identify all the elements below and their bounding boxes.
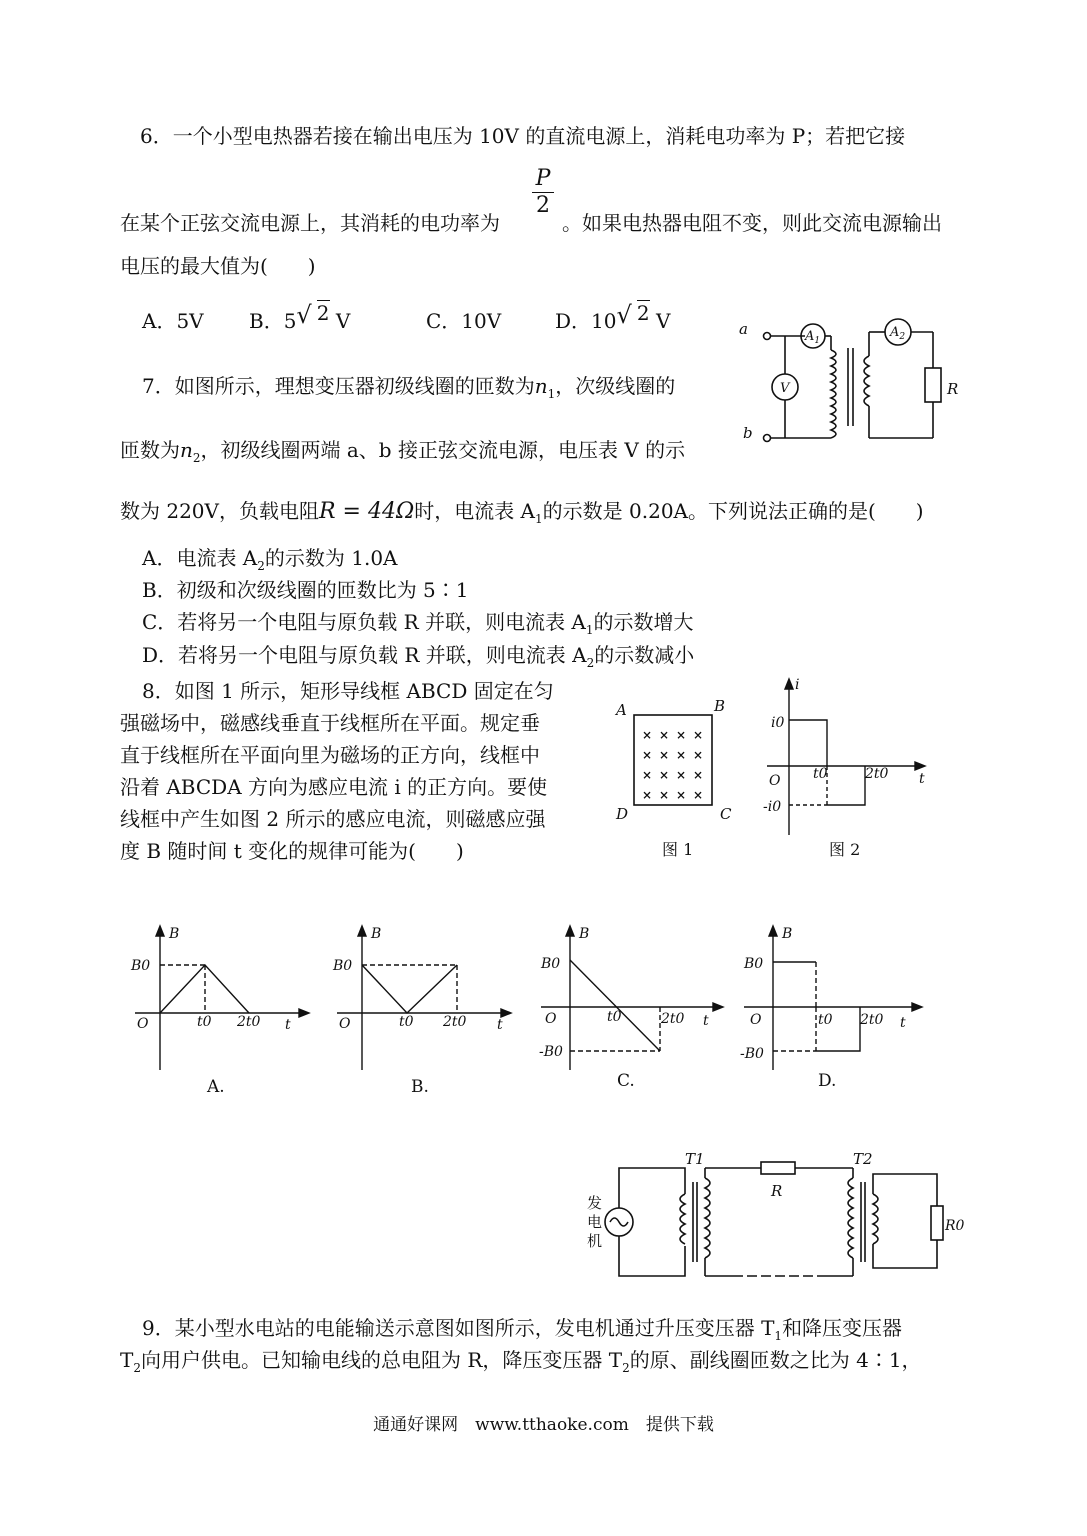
- corner-c-label: C: [720, 805, 732, 823]
- option-b-label: B.: [411, 1077, 429, 1097]
- b0-label: B0: [541, 956, 561, 972]
- 2t0-label: 2t0: [661, 1011, 685, 1027]
- voltmeter-label: V: [780, 381, 790, 396]
- field-cross-mark: ×: [642, 788, 653, 802]
- q9-line1: 9．某小型水电站的电能输送示意图如图所示，发电机通过升压变压器 $T_1$和降压变压器: [142, 1316, 903, 1343]
- field-cross-mark: ×: [693, 768, 704, 782]
- page-footer: 通通好课网 www.tthaoke.com 提供下载: [373, 1415, 714, 1435]
- q7-line3: 数为 220V，负载电阻R = 44Ω时，电流表 $A_1$的示数是 0.20A。下列说法正确的是( ): [120, 499, 924, 526]
- 2t0-label: 2t0: [865, 766, 889, 782]
- axis-t-label: t: [703, 1013, 709, 1029]
- q9-line2: $T_2$向用户供电。已知输电线的总电阻为 R，降压变压器 $T_2$的原、副线圈匝数之比为 4∶1，: [120, 1348, 922, 1375]
- terminal-b-label: b: [743, 424, 753, 442]
- t0-label: t0: [818, 1012, 833, 1028]
- neg-b0-label: -B0: [740, 1046, 764, 1062]
- q9-transmission-diagram: [585, 1150, 965, 1285]
- option-a-label: A.: [207, 1077, 225, 1097]
- q8-line3: 直于线框所在平面向里为磁场的正方向，线框中: [120, 743, 540, 767]
- q7-transformer-circuit: [735, 310, 960, 450]
- field-cross-mark: ×: [693, 748, 704, 762]
- b0-label: B0: [333, 958, 353, 974]
- q7-option-b: B．初级和次级线圈的匝数比为 5∶1: [142, 578, 469, 602]
- q6-option-b: B．5 √ 2 V: [249, 301, 351, 333]
- corner-d-label: D: [616, 805, 629, 823]
- q8-line5: 线框中产生如图 2 所示的感应电流，则磁感应强: [120, 807, 546, 831]
- q8-graph-a: [125, 920, 320, 1100]
- axis-t-label: t: [285, 1017, 291, 1033]
- origin-label: O: [545, 1011, 557, 1027]
- origin-label: O: [339, 1016, 351, 1032]
- magnetic-field-crosses: [642, 728, 703, 802]
- field-cross-mark: ×: [659, 748, 670, 762]
- axis-t-label: t: [900, 1015, 906, 1031]
- q6-line1: 6．一个小型电热器若接在输出电压为 10V 的直流电源上，消耗电功率为 P；若把它接: [140, 124, 906, 148]
- field-cross-mark: ×: [676, 768, 687, 782]
- q8-line2: 强磁场中，磁感线垂直于线框所在平面。规定垂: [120, 711, 540, 735]
- figure-1-caption: 图 1: [662, 840, 694, 859]
- q8-line1: 8．如图 1 所示，矩形导线框 ABCD 固定在匀: [142, 679, 554, 703]
- field-cross-mark: ×: [676, 748, 687, 762]
- load-r0-label: R0: [945, 1218, 965, 1234]
- line-resistor-label: R: [771, 1182, 783, 1200]
- q7-option-a: A．电流表 $A_2$的示数为 1.0A: [142, 546, 398, 573]
- q6-fraction: [532, 166, 554, 219]
- field-cross-mark: ×: [676, 728, 687, 742]
- option-d-label: D.: [818, 1071, 837, 1091]
- q8-figure-1: [610, 695, 745, 865]
- corner-a-label: A: [616, 701, 627, 719]
- generator-label-1: 发: [587, 1194, 603, 1212]
- q7-line1: 7．如图所示，理想变压器初级线圈的匝数为$n_1$，次级线圈的: [142, 374, 676, 401]
- axis-i-label: i: [795, 677, 800, 693]
- field-cross-mark: ×: [642, 748, 653, 762]
- b0-label: B0: [744, 956, 764, 972]
- generator-label-2: 电: [587, 1213, 603, 1231]
- axis-t-label: t: [919, 771, 925, 787]
- q7-option-c: C．若将另一个电阻与原负载 R 并联，则电流表 $A_1$的示数增大: [142, 610, 694, 637]
- 2t0-label: 2t0: [860, 1012, 884, 1028]
- field-cross-mark: ×: [676, 788, 687, 802]
- neg-b0-label: -B0: [539, 1044, 563, 1060]
- t0-label: t0: [607, 1009, 622, 1025]
- q6-line3: 电压的最大值为( ): [120, 254, 316, 278]
- t0-label: t0: [197, 1014, 212, 1030]
- t1-label: T1: [685, 1150, 705, 1168]
- origin-label: O: [137, 1016, 149, 1032]
- t0-label: t0: [399, 1014, 414, 1030]
- ammeter-a1-label: $A_1$: [805, 329, 821, 346]
- axis-b-label: B: [782, 926, 793, 942]
- fraction-denominator: 2: [536, 193, 550, 218]
- q8-line4: 沿着 ABCDA 方向为感应电流 i 的正方向。要使: [120, 775, 548, 799]
- 2t0-label: 2t0: [443, 1014, 467, 1030]
- q8-graph-d: [738, 920, 933, 1100]
- q8-figure-2: [755, 675, 935, 865]
- b0-label: B0: [131, 958, 151, 974]
- field-cross-mark: ×: [659, 788, 670, 802]
- field-cross-mark: ×: [659, 728, 670, 742]
- option-c-label: C.: [617, 1071, 635, 1091]
- field-cross-mark: ×: [642, 768, 653, 782]
- q6-option-c: C．10V: [426, 309, 502, 333]
- q6-line2-end: 。如果电热器电阻不变，则此交流电源输出: [562, 211, 942, 235]
- i0-label: i0: [771, 715, 785, 731]
- terminal-a-label: a: [739, 320, 748, 338]
- field-cross-mark: ×: [642, 728, 653, 742]
- fraction-numerator: P: [535, 166, 551, 191]
- origin-label: O: [750, 1012, 762, 1028]
- neg-i0-label: -i0: [763, 799, 782, 815]
- field-cross-mark: ×: [693, 728, 704, 742]
- field-cross-mark: ×: [693, 788, 704, 802]
- origin-label: O: [769, 773, 781, 789]
- q7-line2: 匝数为$n_2$，初级线圈两端 a、b 接正弦交流电源，电压表 V 的示: [120, 438, 686, 465]
- axis-t-label: t: [497, 1017, 503, 1033]
- q6-option-a: A．5V: [142, 309, 204, 333]
- ammeter-a2-label: $A_2$: [890, 325, 906, 342]
- generator-label-3: 机: [587, 1232, 603, 1250]
- resistor-r-label: R: [947, 380, 959, 398]
- q8-graph-b: [327, 920, 522, 1100]
- q8-graph-c: [535, 920, 730, 1100]
- t2-label: T2: [853, 1150, 873, 1168]
- field-cross-mark: ×: [659, 768, 670, 782]
- axis-b-label: B: [371, 926, 382, 942]
- t0-label: t0: [813, 766, 828, 782]
- corner-b-label: B: [714, 697, 726, 715]
- q6-line2-start: 在某个正弦交流电源上，其消耗的电功率为: [120, 211, 500, 235]
- figure-2-caption: 图 2: [829, 840, 861, 859]
- q6-option-d: D．10 √ 2 V: [555, 301, 671, 333]
- q7-option-d: D．若将另一个电阻与原负载 R 并联，则电流表 $A_2$的示数减小: [142, 643, 695, 670]
- 2t0-label: 2t0: [237, 1014, 261, 1030]
- axis-b-label: B: [579, 926, 590, 942]
- axis-b-label: B: [169, 926, 180, 942]
- q8-line6: 度 B 随时间 t 变化的规律可能为( ): [120, 839, 464, 863]
